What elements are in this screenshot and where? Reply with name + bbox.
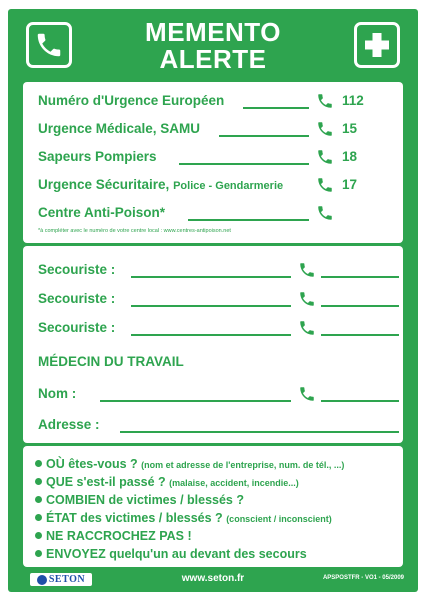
- phone-icon: [316, 203, 334, 223]
- phone-line: [321, 276, 399, 278]
- secouriste-row: [38, 318, 395, 338]
- instruction-main: ÉTAT des victimes / blessés ?: [46, 511, 223, 525]
- emergency-row: [38, 175, 395, 195]
- phone-line: [321, 334, 399, 336]
- bullet-icon: [35, 532, 42, 539]
- emergency-row: [38, 203, 395, 223]
- name-line: [131, 334, 291, 336]
- secouriste-label: Secouriste :: [38, 291, 116, 306]
- bullet-icon: [35, 496, 42, 503]
- emergency-row: [38, 119, 395, 139]
- phone-icon: [316, 147, 334, 167]
- medecin-title: MÉDECIN DU TRAVAIL: [38, 354, 184, 369]
- emergency-row: [38, 91, 395, 111]
- fill-line: [179, 163, 309, 165]
- secouriste-label: Secouriste :: [38, 262, 116, 277]
- emergency-sign: [8, 9, 418, 592]
- bullet-icon: [35, 550, 42, 557]
- phone-icon: [298, 289, 316, 309]
- seton-logo-text: SETON: [48, 574, 86, 585]
- instruction-item: [35, 545, 397, 563]
- instruction-item: [35, 509, 397, 527]
- first-aid-cross-icon: [362, 30, 392, 60]
- emergency-label: Sapeurs Pompiers: [38, 149, 157, 164]
- website-text: www.seton.fr: [181, 573, 245, 584]
- instruction-main: QUE s'est-il passé ?: [46, 475, 166, 489]
- fill-line: [219, 135, 309, 137]
- contacts-panel: [23, 246, 403, 443]
- footer: [8, 570, 418, 590]
- first-aid-icon-box: [354, 22, 400, 68]
- bullet-icon: [35, 460, 42, 467]
- name-line: [100, 400, 291, 402]
- secouriste-label: Secouriste :: [38, 320, 116, 335]
- phone-line: [321, 400, 399, 402]
- emergency-label: [38, 175, 283, 196]
- instruction-sub: (nom et adresse de l'entreprise, num. de tél., ...): [141, 460, 345, 470]
- emergency-numbers-panel: [23, 82, 403, 243]
- emergency-label: Centre Anti-Poison*: [38, 205, 166, 220]
- adresse-label: Adresse :: [38, 417, 100, 432]
- bullet-icon: [35, 514, 42, 521]
- phone-line: [321, 305, 399, 307]
- address-line: [120, 431, 399, 433]
- emergency-label-sub: Police - Gendarmerie: [173, 180, 284, 192]
- instruction-sub: (conscient / inconscient): [226, 514, 332, 524]
- instruction-sub: (malaise, accident, incendie...): [169, 478, 299, 488]
- instruction-item: [35, 473, 397, 491]
- instruction-item: [35, 455, 397, 473]
- instruction-main: OÙ êtes-vous ?: [46, 457, 138, 471]
- emergency-number: 18: [342, 149, 358, 164]
- phone-icon: [298, 384, 316, 404]
- secouriste-row: [38, 289, 395, 309]
- emergency-number: 15: [342, 121, 358, 136]
- instruction-main: ENVOYEZ quelqu'un au devant des secours: [46, 547, 307, 561]
- nom-row: [38, 384, 395, 404]
- instruction-main: COMBIEN de victimes / blessés ?: [46, 493, 244, 507]
- reference-code: APSPOSTFR - VO1 - 05/2009: [322, 575, 404, 581]
- emergency-label: Urgence Médicale, SAMU: [38, 121, 201, 136]
- bullet-icon: [35, 478, 42, 485]
- secouriste-row: [38, 260, 395, 280]
- title-line-1: MEMENTO: [145, 17, 281, 47]
- instruction-main: NE RACCROCHEZ PAS !: [46, 529, 192, 543]
- phone-icon: [316, 175, 334, 195]
- fill-line: [188, 219, 309, 221]
- name-line: [131, 276, 291, 278]
- phone-icon: [316, 119, 334, 139]
- anti-poison-note: *à compléter avec le numéro de votre centre local : www.centres-antipoison.net: [38, 228, 231, 234]
- emergency-label-main: Urgence Sécuritaire,: [38, 177, 170, 192]
- adresse-row: [38, 415, 395, 435]
- emergency-number: 112: [342, 93, 364, 108]
- phone-icon: [298, 260, 316, 280]
- instruction-item: [35, 527, 397, 545]
- fill-line: [243, 107, 309, 109]
- title-line-2: ALERTE: [159, 44, 267, 74]
- name-line: [131, 305, 291, 307]
- instructions-panel: [23, 446, 403, 567]
- phone-icon: [316, 91, 334, 111]
- emergency-number: 17: [342, 177, 358, 192]
- nom-label: Nom :: [38, 386, 77, 401]
- phone-icon: [298, 318, 316, 338]
- instruction-item: [35, 491, 397, 509]
- emergency-label: Numéro d'Urgence Européen: [38, 93, 225, 108]
- emergency-row: [38, 147, 395, 167]
